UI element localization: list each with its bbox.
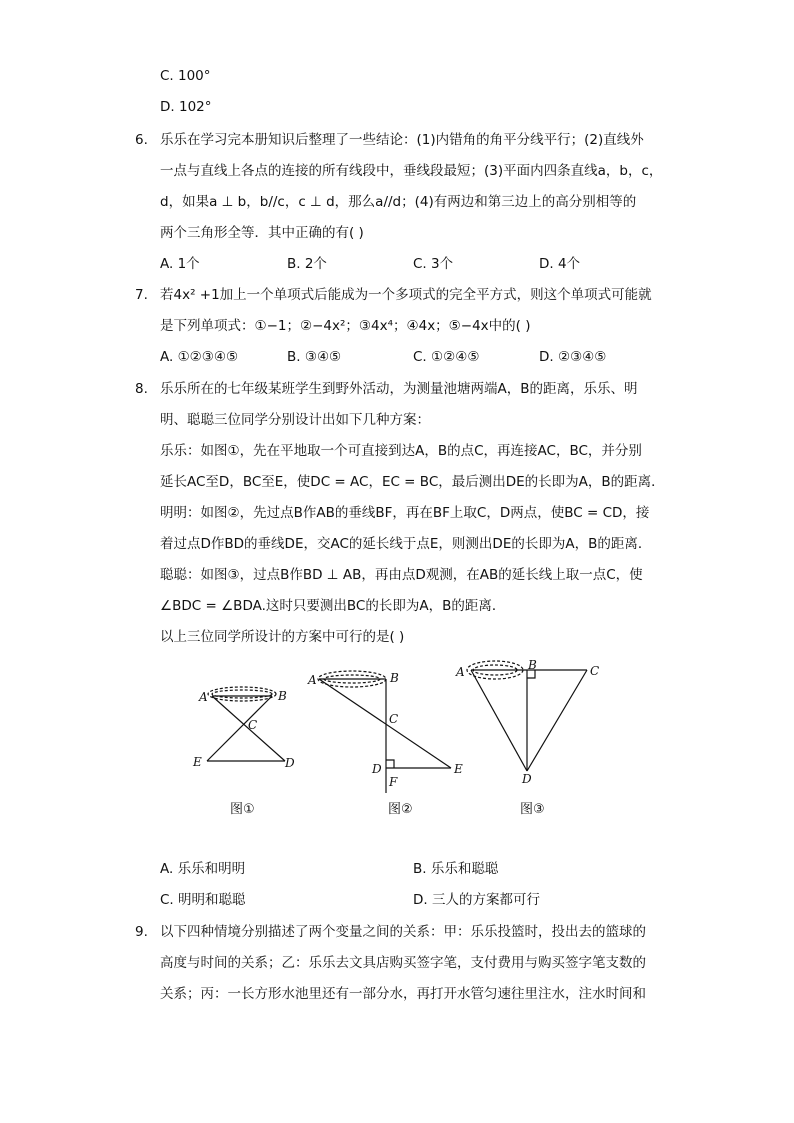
- q8-option-c: C. 明明和聪聪: [160, 892, 246, 908]
- pond-outline-1b: [212, 690, 272, 698]
- fig3-label-c: C: [590, 664, 600, 678]
- q8-line-6: 着过点D作BD的垂线DE，交AC的延长线于点E，则测出DE的长即为A，B的距离．: [160, 536, 652, 552]
- q8-line-2: 明、聪聪三位同学分别设计出如下几种方案：: [160, 412, 430, 428]
- q8-figures: [0, 650, 794, 850]
- figure-1-caption: 图①: [230, 802, 255, 817]
- q8-option-a: A. 乐乐和明明: [160, 861, 246, 877]
- q7-option-b: B. ③④⑤: [287, 349, 342, 365]
- q8-line-9: 以上三位同学所设计的方案中可行的是( ): [160, 629, 405, 645]
- q5-option-c: C. 100°: [160, 68, 211, 84]
- right-angle-mark-2: [386, 760, 394, 768]
- q6-line-1: 乐乐在学习完本册知识后整理了一些结论：(1)内错角的角平分线平行；(2)直线外: [160, 132, 644, 148]
- fig1-label-e: E: [193, 755, 202, 769]
- q9-line-2: 高度与时间的关系；乙：乐乐去文具店购买签字笔，支付费用与购买签字笔支数的: [160, 955, 646, 971]
- q9-number: 9.: [135, 924, 148, 940]
- q7-number: 7.: [135, 287, 148, 303]
- segment-ad-3: [471, 670, 527, 771]
- fig2-label-d: D: [372, 762, 382, 776]
- segment-cd: [527, 670, 587, 771]
- fig2-label-b: B: [390, 671, 399, 685]
- figure-1: [207, 687, 285, 761]
- q7-option-a: A. ①②③④⑤: [160, 349, 239, 365]
- figure-2-caption: 图②: [388, 802, 413, 817]
- q6-option-c: C. 3个: [413, 256, 454, 272]
- fig2-label-c: C: [389, 712, 399, 726]
- q7-line-2: 是下列单项式：①−1；②−4x²；③4x⁴；④4x；⑤−4x中的( ): [160, 318, 531, 334]
- figure-2: [318, 671, 451, 793]
- q8-line-5: 明明：如图②，先过点B作AB的垂线BF，再在BF上取C，D两点，使BC = CD，接: [160, 505, 650, 521]
- q8-number: 8.: [135, 381, 148, 397]
- segment-be: [207, 696, 272, 761]
- q6-line-4: 两个三角形全等．其中正确的有( ): [160, 225, 364, 241]
- q7-option-c: C. ①②④⑤: [413, 349, 480, 365]
- fig1-label-a: A: [199, 690, 208, 704]
- q8-line-4: 延长AC至D，BC至E，使DC = AC，EC = BC，最后测出DE的长即为A，B的距离．: [160, 474, 665, 490]
- q6-option-b: B. 2个: [287, 256, 327, 272]
- fig3-label-a: A: [456, 665, 465, 679]
- fig2-label-a: A: [308, 673, 317, 687]
- q8-option-b: B. 乐乐和聪聪: [413, 861, 499, 877]
- q6-line-3: d，如果a ⊥ b，b//c，c ⊥ d，那么a//d；(4)有两边和第三边上的高分别相等的: [160, 194, 637, 210]
- q8-option-d: D. 三人的方案都可行: [413, 892, 540, 908]
- q8-line-8: ∠BDC = ∠BDA.这时只要测出BC的长即为A，B的距离．: [160, 598, 506, 614]
- figure-3: [467, 661, 587, 771]
- pond-outline-1: [208, 687, 276, 701]
- q6-number: 6.: [135, 132, 148, 148]
- q5-option-d: D. 102°: [160, 99, 212, 115]
- fig2-label-f: F: [389, 775, 398, 789]
- q6-option-a: A. 1个: [160, 256, 200, 272]
- q9-line-1: 以下四种情境分别描述了两个变量之间的关系：甲：乐乐投篮时，投出去的篮球的: [160, 924, 646, 940]
- fig1-label-c: C: [248, 718, 258, 732]
- q7-option-d: D. ②③④⑤: [539, 349, 607, 365]
- q6-line-2: 一点与直线上各点的连接的所有线段中，垂线段最短；(3)平面内四条直线a，b，c，: [160, 163, 663, 179]
- figure-3-caption: 图③: [520, 802, 545, 817]
- fig3-label-b: B: [528, 658, 537, 672]
- q8-line-7: 聪聪：如图③，过点B作BD ⊥ AB，再由点D观测，在AB的延长线上取一点C，使: [160, 567, 643, 583]
- fig1-label-b: B: [278, 689, 287, 703]
- q7-line-1: 若4x² +1加上一个单项式后能成为一个多项式的完全平方式，则这个单项式可能就: [160, 287, 652, 303]
- fig1-label-d: D: [285, 756, 295, 770]
- q8-line-3: 乐乐：如图①，先在平地取一个可直接到达A，B的点C，再连接AC，BC，并分别: [160, 443, 642, 459]
- fig2-label-e: E: [454, 762, 463, 776]
- fig3-label-d: D: [522, 772, 532, 786]
- q8-line-1: 乐乐所在的七年级某班学生到野外活动，为测量池塘两端A，B的距离，乐乐、明: [160, 381, 638, 397]
- q6-option-d: D. 4个: [539, 256, 581, 272]
- q9-line-3: 关系；丙：一长方形水池里还有一部分水，再打开水管匀速往里注水，注水时间和: [160, 986, 646, 1002]
- segment-ae: [319, 679, 451, 768]
